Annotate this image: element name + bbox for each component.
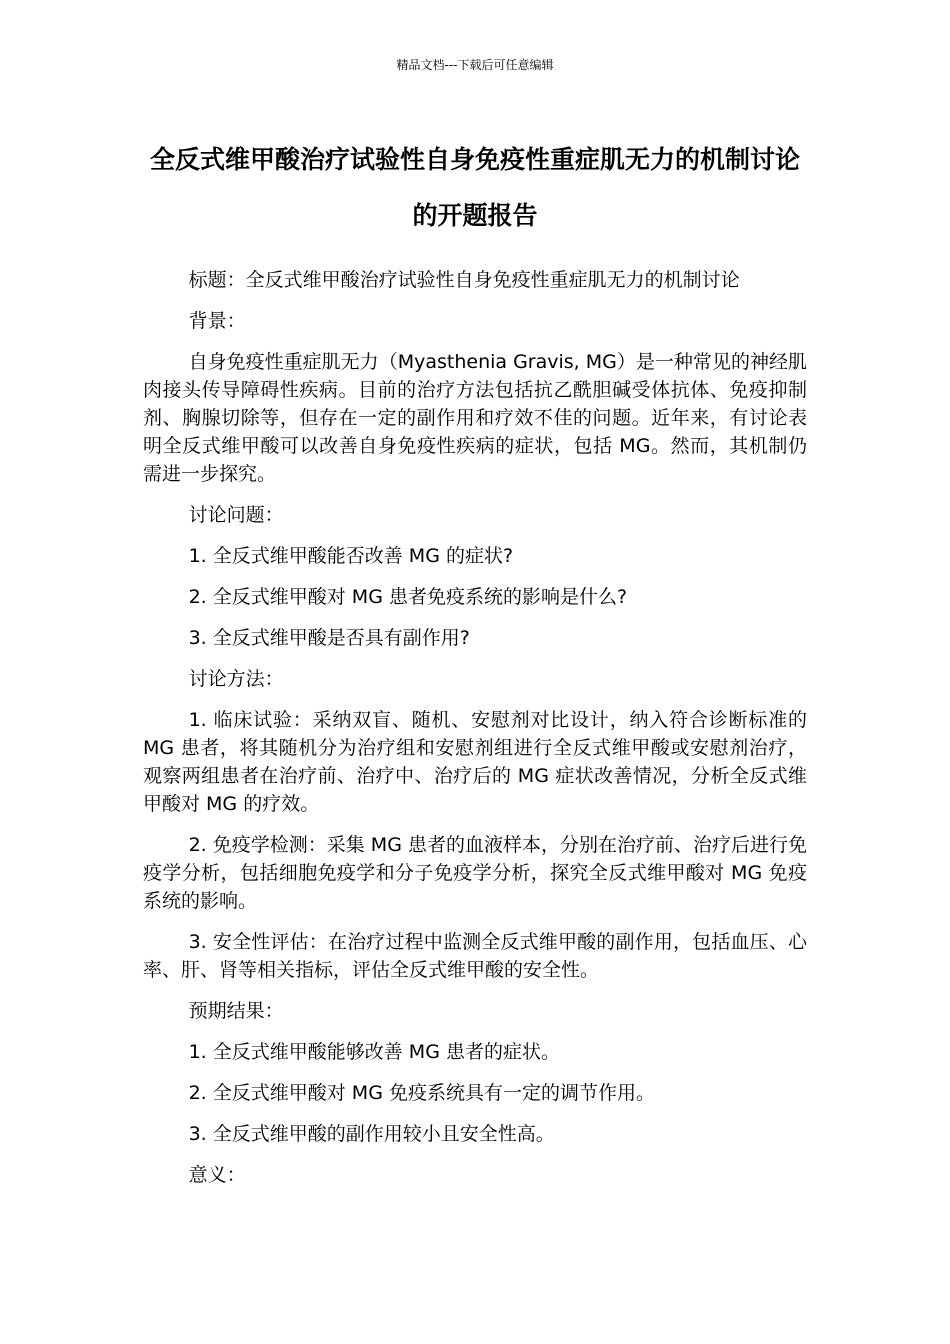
question-item: 2. 全反式维甲酸对 MG 患者免疫系统的影响是什么?: [188, 586, 628, 608]
paragraph-background: 自身免疫性重症肌无力（Myasthenia Gravis, MG）是一种常见的神经肌肉接头传导障碍性疾病。目前的治疗方法包括抗乙酰胆碱受体抗体、免疫抑制剂、胸腺切除等，但存在一定的副作用和疗效不佳的问题。近年来，有讨论表明全反式维甲酸可以改善自身免疫性疾病的症状，包括 MG。然而，其机制仍需进一步探究。: [143, 351, 807, 485]
section-heading-significance: 意义：: [188, 1164, 246, 1186]
result-item: 3. 全反式维甲酸的副作用较小且安全性高。: [188, 1123, 555, 1145]
header-note: 精品文档---下载后可任意编辑: [396, 58, 554, 72]
question-item: 3. 全反式维甲酸是否具有副作用?: [188, 627, 470, 649]
section-heading-questions: 讨论问题：: [188, 504, 284, 526]
method-item: 1. 临床试验：采纳双盲、随机、安慰剂对比设计，纳入符合诊断标准的 MG 患者，将其随机分为治疗组和安慰剂组进行全反式维甲酸或安慰剂治疗，观察两组患者在治疗前、治疗中、治疗后的 MG 症状改善情况，分析全反式维甲酸对 MG 的疗效。: [143, 709, 807, 815]
paragraph-topic: 标题：全反式维甲酸治疗试验性自身免疫性重症肌无力的机制讨论: [188, 269, 740, 291]
section-heading-expected-results: 预期结果：: [188, 1000, 284, 1022]
document-title: 全反式维甲酸治疗试验性自身免疫性重症肌无力的机制讨论的开题报告: [149, 145, 800, 230]
section-heading-methods: 讨论方法：: [188, 668, 284, 690]
question-item: 1. 全反式维甲酸能否改善 MG 的症状?: [188, 545, 514, 567]
result-item: 2. 全反式维甲酸对 MG 免疫系统具有一定的调节作用。: [188, 1082, 655, 1104]
method-item: 2. 免疫学检测：采集 MG 患者的血液样本，分别在治疗前、治疗后进行免疫学分析，包括细胞免疫学和分子免疫学分析，探究全反式维甲酸对 MG 免疫系统的影响。: [143, 834, 807, 912]
method-item: 3. 安全性评估：在治疗过程中监测全反式维甲酸的副作用，包括血压、心率、肝、肾等相关指标，评估全反式维甲酸的安全性。: [143, 931, 807, 981]
section-heading-background: 背景：: [188, 310, 246, 332]
document-body: [143, 266, 807, 1202]
result-item: 1. 全反式维甲酸能够改善 MG 患者的症状。: [188, 1041, 560, 1063]
